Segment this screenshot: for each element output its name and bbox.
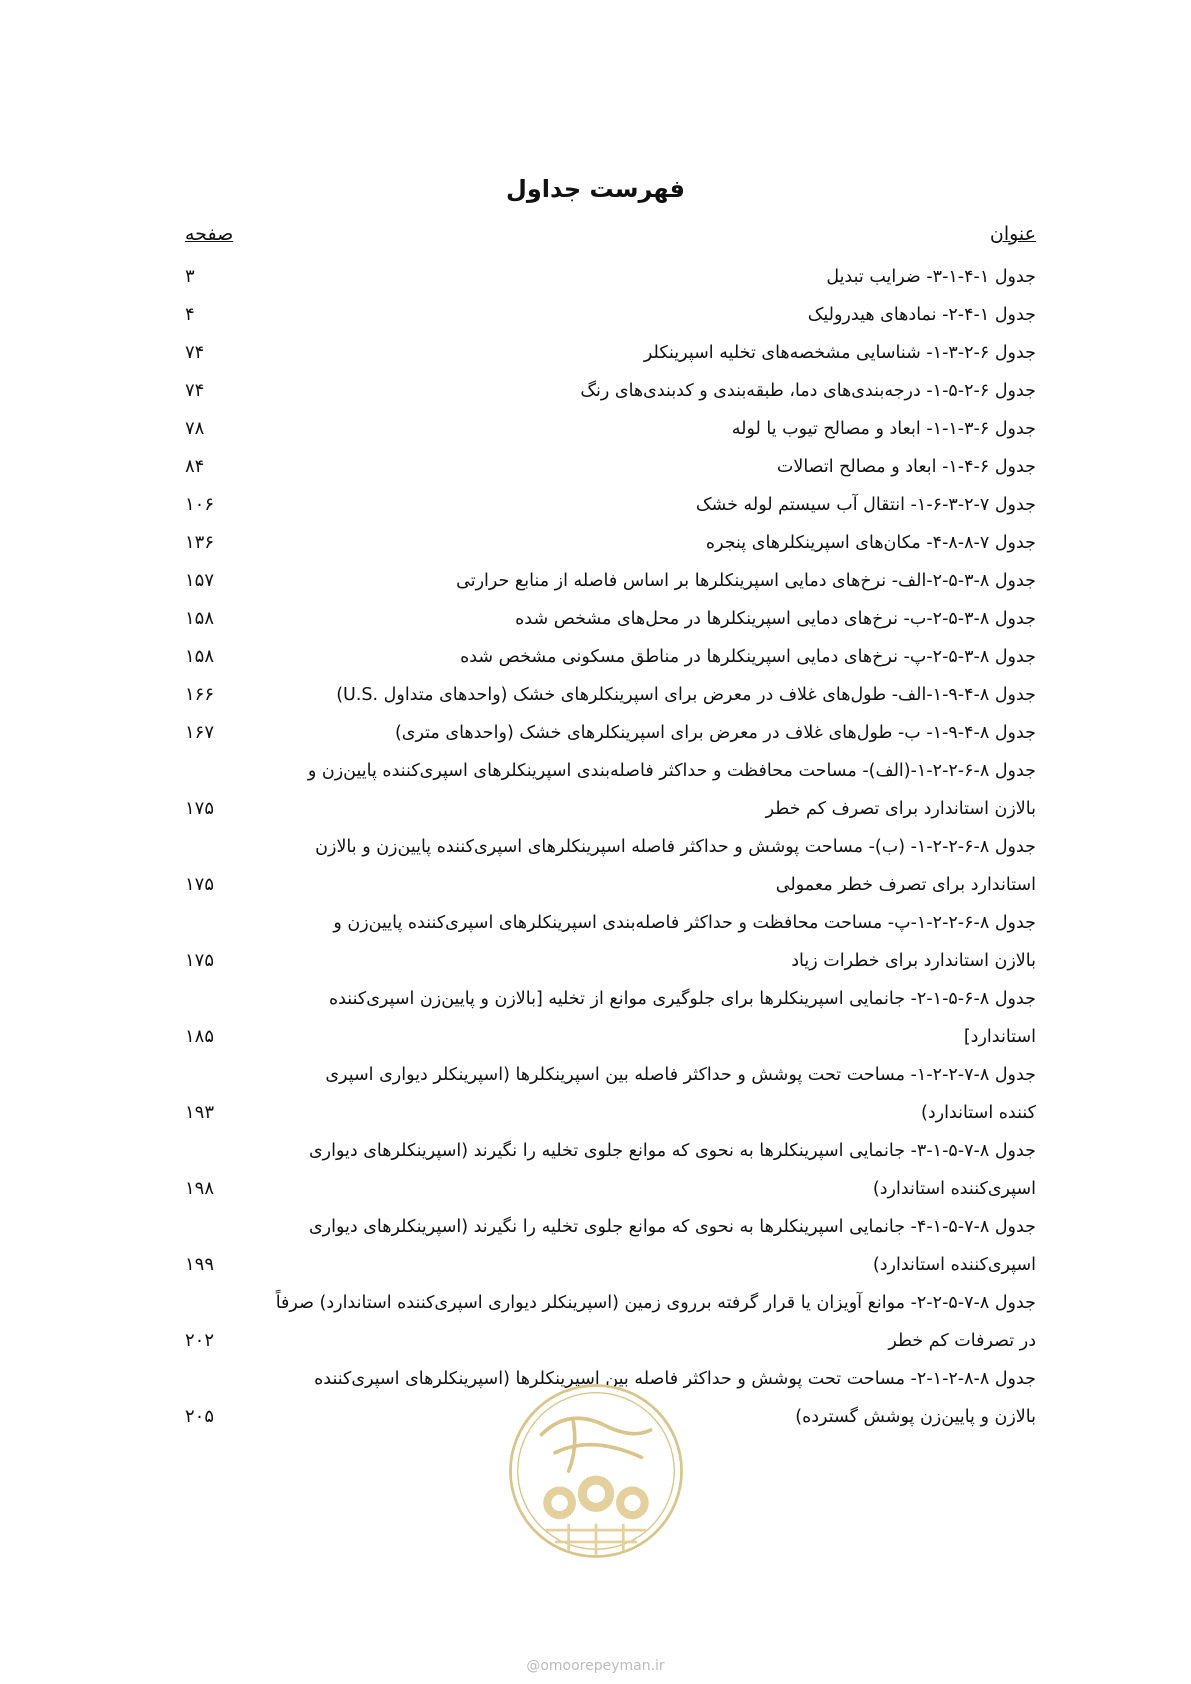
toc-entry-title-line2: اسپری‌کننده استاندارد) xyxy=(872,1255,1036,1275)
toc-entry-title-line2: در تصرفات کم خطر xyxy=(888,1331,1036,1351)
toc-entry-title-line2: بالازن استاندارد برای خطرات زیاد xyxy=(791,951,1036,971)
toc-entry-title-line1: جدول ۸-۷-۲-۲-۱- مساحت تحت پوشش و حداکثر فاصله بین اسپرینکلرها (اسپرینکلر دیواری اسپری xyxy=(325,1065,1036,1085)
toc-entry-title: جدول ۶-۲-۳-۱- شناسایی مشخصه‌های تخلیه اسپرینکلر xyxy=(643,343,1036,363)
toc-entry-title xyxy=(185,1284,1036,1360)
toc-entry-title-line1: جدول ۸-۷-۵-۱-۳- جانمایی اسپرینکلرها به نحوی که موانع جلوی تخلیه را نگیرند (اسپرینکلرهای دیواری xyxy=(308,1141,1036,1161)
toc-row xyxy=(185,980,1036,1056)
toc-entry-title-line1: جدول ۸-۶-۲-۲-۱- (ب)- مساحت پوشش و حداکثر فاصله اسپرینکلرهای اسپری‌کننده پایین‌زن و بالازن xyxy=(315,837,1036,857)
table-of-tables xyxy=(185,258,1036,1436)
toc-entry-title xyxy=(185,828,1036,904)
toc-entry-title: جدول ۱-۴-۱-۳- ضرایب تبدیل xyxy=(826,267,1036,287)
toc-entry-page: ۷۴ xyxy=(185,342,205,363)
toc-entry-title: جدول ۸-۴-۹-۱- ب- طول‌های غلاف در معرض برای اسپرینکلرهای خشک (واحدهای متری) xyxy=(394,723,1036,743)
toc-entry-page: ۱۷۵ xyxy=(185,950,215,971)
toc-row xyxy=(185,334,1036,372)
toc-entry-title xyxy=(185,1132,1036,1208)
toc-entry-page: ۲۰۲ xyxy=(185,1330,215,1351)
toc-row xyxy=(185,562,1036,600)
toc-entry-title-line1: جدول ۸-۶-۲-۲-۱-پ- مساحت محافظت و حداکثر فاصله‌بندی اسپرینکلرهای اسپری‌کننده پایین‌زن و xyxy=(333,913,1036,933)
toc-row xyxy=(185,714,1036,752)
toc-row xyxy=(185,410,1036,448)
toc-entry-title-line2: بالازن استاندارد برای تصرف کم خطر xyxy=(765,799,1036,819)
toc-entry-page: ۱۵۷ xyxy=(185,570,215,591)
toc-entry-page: ۱۸۵ xyxy=(185,1026,215,1047)
toc-entry-page: ۱۰۶ xyxy=(185,494,215,515)
page-title: فهرست جداول xyxy=(506,175,685,203)
toc-entry-title: جدول ۱-۴-۲- نمادهای هیدرولیک xyxy=(807,305,1036,325)
toc-entry-page: ۱۵۸ xyxy=(185,646,215,667)
toc-row xyxy=(185,296,1036,334)
toc-entry-page: ۷۴ xyxy=(185,380,205,401)
toc-entry-page: ۱۹۸ xyxy=(185,1178,215,1199)
toc-entry-page: ۱۹۳ xyxy=(185,1102,215,1123)
toc-entry-page: ۷۸ xyxy=(185,418,205,439)
toc-row xyxy=(185,676,1036,714)
toc-entry-title: جدول ۷-۸-۸-۴- مکان‌های اسپرینکلرهای پنجره xyxy=(705,533,1036,553)
toc-row xyxy=(185,638,1036,676)
toc-entry-page: ۳ xyxy=(185,266,195,287)
toc-entry-title: جدول ۸-۳-۵-۲-الف- نرخ‌های دمایی اسپرینکلرها بر اساس فاصله از منابع حرارتی xyxy=(456,571,1036,591)
toc-row xyxy=(185,1132,1036,1208)
toc-entry-title xyxy=(185,1056,1036,1132)
toc-row xyxy=(185,524,1036,562)
toc-row xyxy=(185,258,1036,296)
toc-entry-page: ۱۷۵ xyxy=(185,874,215,895)
toc-row xyxy=(185,486,1036,524)
toc-entry-page: ۸۴ xyxy=(185,456,205,477)
toc-entry-title-line1: جدول ۸-۸-۲-۱-۲- مساحت تحت پوشش و حداکثر فاصله بین اسپرینکلرها (اسپرینکلرهای اسپری‌کننده xyxy=(314,1369,1036,1389)
toc-entry-title-line2: استاندارد] xyxy=(963,1027,1036,1047)
toc-entry-title: جدول ۸-۳-۵-۲-ب- نرخ‌های دمایی اسپرینکلرها در محل‌های مشخص شده xyxy=(515,609,1036,629)
toc-entry-title-line2: بالازن و پایین‌زن پوشش گسترده) xyxy=(795,1407,1036,1427)
toc-entry-page: ۱۵۸ xyxy=(185,608,215,629)
toc-entry-page: ۲۰۵ xyxy=(185,1406,215,1427)
toc-entry-title: جدول ۶-۳-۱-۱- ابعاد و مصالح تیوب یا لوله xyxy=(731,419,1036,439)
toc-entry-title xyxy=(185,904,1036,980)
toc-entry-page: ۱۳۶ xyxy=(185,532,215,553)
toc-entry-title: جدول ۷-۲-۳-۶-۱- انتقال آب سیستم لوله خشک xyxy=(695,495,1036,515)
toc-entry-title xyxy=(185,1208,1036,1284)
toc-row xyxy=(185,372,1036,410)
toc-row xyxy=(185,448,1036,486)
toc-row xyxy=(185,600,1036,638)
toc-entry-title: جدول ۶-۲-۵-۱- درجه‌بندی‌های دما، طبقه‌بندی و کدبندی‌های رنگ xyxy=(580,381,1036,401)
toc-entry-title xyxy=(185,752,1036,828)
toc-entry-title: جدول ۸-۳-۵-۲-پ- نرخ‌های دمایی اسپرینکلرها در مناطق مسکونی مشخص شده xyxy=(460,647,1036,667)
toc-entry-page: ۱۹۹ xyxy=(185,1254,215,1275)
toc-entry-page: ۴ xyxy=(185,304,195,325)
toc-entry-page: ۱۶۷ xyxy=(185,722,215,743)
toc-entry-title-line1: جدول ۸-۶-۲-۲-۱-(الف)- مساحت محافظت و حداکثر فاصله‌بندی اسپرینکلرهای اسپری‌کننده پایین‌زن و xyxy=(307,761,1036,781)
column-header-title: عنوان xyxy=(989,223,1036,245)
toc-row xyxy=(185,1284,1036,1360)
toc-entry-title-line2: کننده استاندارد) xyxy=(921,1103,1036,1123)
column-header-page: صفحه xyxy=(185,223,234,245)
toc-row xyxy=(185,1056,1036,1132)
toc-entry-title-line1: جدول ۸-۷-۵-۱-۴- جانمایی اسپرینکلرها به نحوی که موانع جلوی تخلیه را نگیرند (اسپرینکلرهای دیواری xyxy=(308,1217,1036,1237)
toc-row xyxy=(185,828,1036,904)
toc-row xyxy=(185,904,1036,980)
toc-entry-title-line1: جدول ۸-۶-۵-۱-۲- جانمایی اسپرینکلرها برای جلوگیری موانع از تخلیه [بالازن و پایین‌زن اسپری‌کننده xyxy=(328,989,1036,1009)
toc-entry-title-line2: اسپری‌کننده استاندارد) xyxy=(872,1179,1036,1199)
toc-row xyxy=(185,752,1036,828)
toc-row xyxy=(185,1208,1036,1284)
watermark-footer: @omoorepeyman.ir xyxy=(526,1658,665,1674)
toc-entry-page: ۱۷۵ xyxy=(185,798,215,819)
toc-entry-title-line2: استاندارد برای تصرف خطر معمولی xyxy=(775,875,1036,895)
watermark-logo xyxy=(505,1380,687,1562)
toc-entry-title: جدول ۶-۴-۱- ابعاد و مصالح اتصالات xyxy=(776,457,1036,477)
toc-entry-page: ۱۶۶ xyxy=(185,684,215,705)
toc-entry-title: جدول ۸-۴-۹-۱-الف- طول‌های غلاف در معرض برای اسپرینکلرهای خشک (واحدهای متداول .U.S) xyxy=(336,685,1036,705)
toc-entry-title-line1: جدول ۸-۷-۵-۲-۲- موانع آویزان یا قرار گرفته برروی زمین (اسپرینکلر دیواری اسپری‌کننده استاندارد) صرفاً xyxy=(275,1293,1036,1313)
toc-entry-title xyxy=(185,980,1036,1056)
